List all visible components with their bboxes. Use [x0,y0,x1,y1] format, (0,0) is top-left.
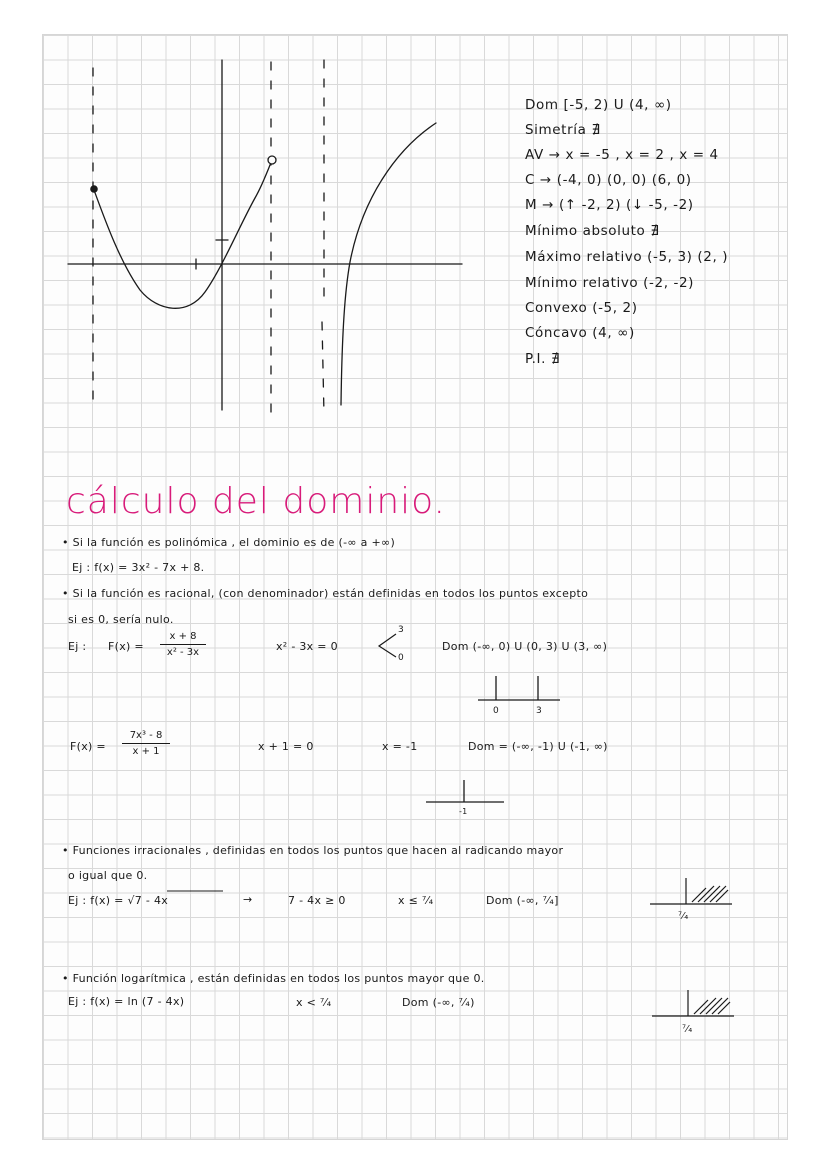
rational-ex1-numerator: x + 8 [160,632,206,645]
rational-rule-cont: si es 0, sería nulo. [68,613,174,626]
property-domain: Dom [-5, 2) U (4, ∞) [525,97,672,113]
rational-ex2-numerator: 7x³ - 8 [122,731,170,744]
logarithmic-domain: Dom (-∞, ⁷⁄₄) [402,996,475,1009]
rational-ex1-root-bottom: 0 [398,653,405,663]
property-vertical-asymptotes: AV → x = -5 , x = 2 , x = 4 [525,147,719,163]
rational-ex1-denominator: x² - 3x [166,647,200,658]
rational-ex2-solution: x = -1 [382,740,418,753]
irrational-inequality: 7 - 4x ≥ 0 [288,894,346,907]
rational-ex1-domain: Dom (-∞, 0) U (0, 3) U (3, ∞) [442,640,608,653]
rational-ex2-denominator: x + 1 [132,746,160,757]
irrational-rule: • Funciones irracionales , definidas en todos los puntos que hacen al radicando mayor [62,844,564,857]
rational-ex1-label: Ej : [68,640,87,653]
property-intercepts: C → (-4, 0) (0, 0) (6, 0) [525,172,692,188]
property-absolute-minimum: Mínimo absoluto ∄ [525,223,660,239]
section-title: cálculo del dominio. [66,481,446,522]
logarithmic-rule: • Función logarítmica , están definidas en todos los puntos mayor que 0. [62,972,485,985]
property-relative-maximum: Máximo relativo (-5, 3) (2, ) [525,249,729,265]
property-concave: Cóncavo (4, ∞) [525,325,635,341]
roots-branch [376,632,398,660]
open-endpoint [268,156,276,164]
asymptote-x-4-lower [322,322,324,415]
rational-ex1-fraction [160,632,206,658]
rational-ex2-equation: x + 1 = 0 [258,740,314,753]
irrational-example: Ej : f(x) = √7 - 4x [68,894,169,907]
property-convex: Convexo (-5, 2) [525,300,638,316]
closed-endpoint [90,185,98,193]
irrational-tick: ⁷⁄₄ [678,911,689,922]
property-monotony: M → (↑ -2, 2) (↓ -5, -2) [525,197,694,213]
rational-ex1-tick-0: 0 [493,706,500,716]
rational-ex1-equation: x² - 3x = 0 [276,640,338,653]
polynomial-rule: • Si la función es polinómica , el dominio es de (-∞ a +∞) [62,536,396,549]
irrational-domain: Dom (-∞, ⁷⁄₄] [486,894,559,907]
rational-rule: • Si la función es racional, (con denominador) están definidas en todos los puntos excepto [62,587,589,600]
rational-ex2-lhs: F(x) = [70,740,106,753]
rational-ex2-tick: -1 [459,807,468,816]
radical-bar [167,890,225,894]
irrational-number-line [648,872,734,908]
rational-ex2-number-line [424,778,506,806]
rational-ex1-lhs: F(x) = [108,640,144,653]
rational-ex2-fraction [122,731,170,757]
property-relative-minimum: Mínimo relativo (-2, -2) [525,275,695,291]
rational-ex1-tick-3: 3 [536,706,543,716]
irrational-arrow: → [243,893,253,906]
logarithmic-number-line [650,986,736,1020]
left-branch-curve [94,160,272,308]
polynomial-example: Ej : f(x) = 3x² - 7x + 8. [72,561,205,574]
logarithmic-tick: ⁷⁄₄ [682,1024,693,1035]
rational-ex1-number-line [476,672,562,706]
rational-ex2-domain: Dom = (-∞, -1) U (-1, ∞) [468,740,608,753]
property-symmetry: Simetría ∄ [525,122,601,138]
property-inflection-points: P.I. ∄ [525,351,561,367]
logarithmic-example: Ej : f(x) = ln (7 - 4x) [68,995,185,1008]
rational-ex1-root-top: 3 [398,625,405,635]
logarithmic-solution: x < ⁷⁄₄ [296,996,332,1009]
irrational-rule-cont: o igual que 0. [68,869,148,882]
irrational-solution: x ≤ ⁷⁄₄ [398,894,434,907]
